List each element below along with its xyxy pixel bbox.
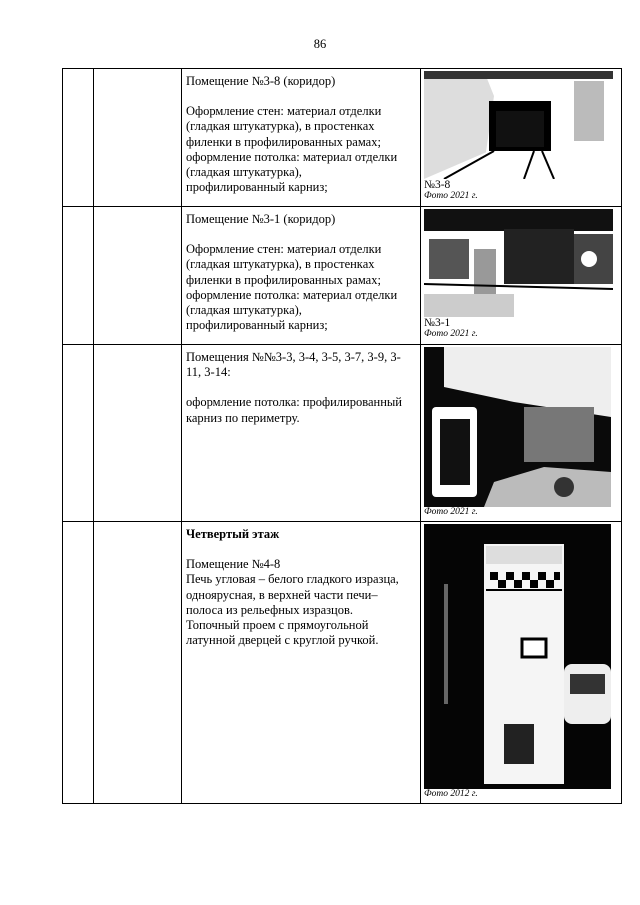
description-cell <box>182 522 421 804</box>
name-cell <box>94 207 182 345</box>
description-line: профилированный карниз; <box>186 318 328 333</box>
photo-date: Фото 2021 г. <box>424 191 478 201</box>
description-table <box>62 68 622 804</box>
description-line: одноярусная, в верхней части печи– <box>186 587 378 602</box>
photo-label: №3-1 <box>424 317 451 329</box>
description-line: Оформление стен: материал отделки <box>186 104 382 119</box>
name-cell <box>94 69 182 207</box>
description-line: филенки в профилированных рамах; <box>186 272 381 287</box>
name-cell <box>94 522 182 804</box>
room-title: 11, 3-14: <box>186 365 231 380</box>
description-line: оформление потолка: материал отделки <box>186 149 398 164</box>
photo-corridor-3-1 <box>424 209 613 317</box>
description-line: полоса из рельефных изразцов. <box>186 602 354 617</box>
description-line: (гладкая штукатурка), <box>186 165 302 180</box>
table-row <box>63 207 622 345</box>
description-cell <box>182 69 421 207</box>
room-title: Помещение №3-8 (коридор) <box>186 74 336 88</box>
photo-date: Фото 2012 г. <box>424 789 478 799</box>
description-line: профилированный карниз; <box>186 180 328 195</box>
page-number: 86 <box>313 37 327 51</box>
description-line: латунной дверцей с круглой ручкой. <box>186 633 379 648</box>
index-cell <box>63 69 94 207</box>
table-row <box>63 345 622 522</box>
table-row <box>63 69 622 207</box>
description-line: оформление потолка: профилированный <box>186 395 402 410</box>
photo-cell <box>421 345 622 522</box>
description-cell <box>182 345 421 522</box>
index-cell <box>63 522 94 804</box>
description-line: (гладкая штукатурка), <box>186 303 302 318</box>
room-title: Помещения №№3-3, 3-4, 3-5, 3-7, 3-9, 3- <box>186 350 401 364</box>
photo-cell <box>421 69 622 207</box>
name-cell <box>94 345 182 522</box>
photo-cell <box>421 522 622 804</box>
table-row <box>63 522 622 804</box>
photo-date: Фото 2021 г. <box>424 507 478 517</box>
photo-stove-4-8 <box>424 524 611 789</box>
index-cell <box>63 207 94 345</box>
photo-date: Фото 2021 г. <box>424 329 478 339</box>
description-line: филенки в профилированных рамах; <box>186 134 381 149</box>
description-line: Топочный проем с прямоугольной <box>186 618 369 633</box>
index-cell <box>63 345 94 522</box>
description-line: Печь угловая – белого гладкого изразца, <box>186 572 399 587</box>
description-line: (гладкая штукатурка), в простенках <box>186 257 375 272</box>
photo-rooms-3 <box>424 347 611 507</box>
floor-heading: Четвертый этаж <box>186 527 280 541</box>
description-line: Оформление стен: материал отделки <box>186 242 382 257</box>
description-cell <box>182 207 421 345</box>
description-line: карниз по периметру. <box>186 410 300 425</box>
photo-label: №3-8 <box>424 179 451 191</box>
room-title: Помещение №4-8 <box>186 557 281 572</box>
description-line: (гладкая штукатурка), в простенках <box>186 119 375 134</box>
room-title: Помещение №3-1 (коридор) <box>186 212 336 226</box>
photo-corridor-3-8 <box>424 71 613 179</box>
description-line: оформление потолка: материал отделки <box>186 287 398 302</box>
photo-cell <box>421 207 622 345</box>
